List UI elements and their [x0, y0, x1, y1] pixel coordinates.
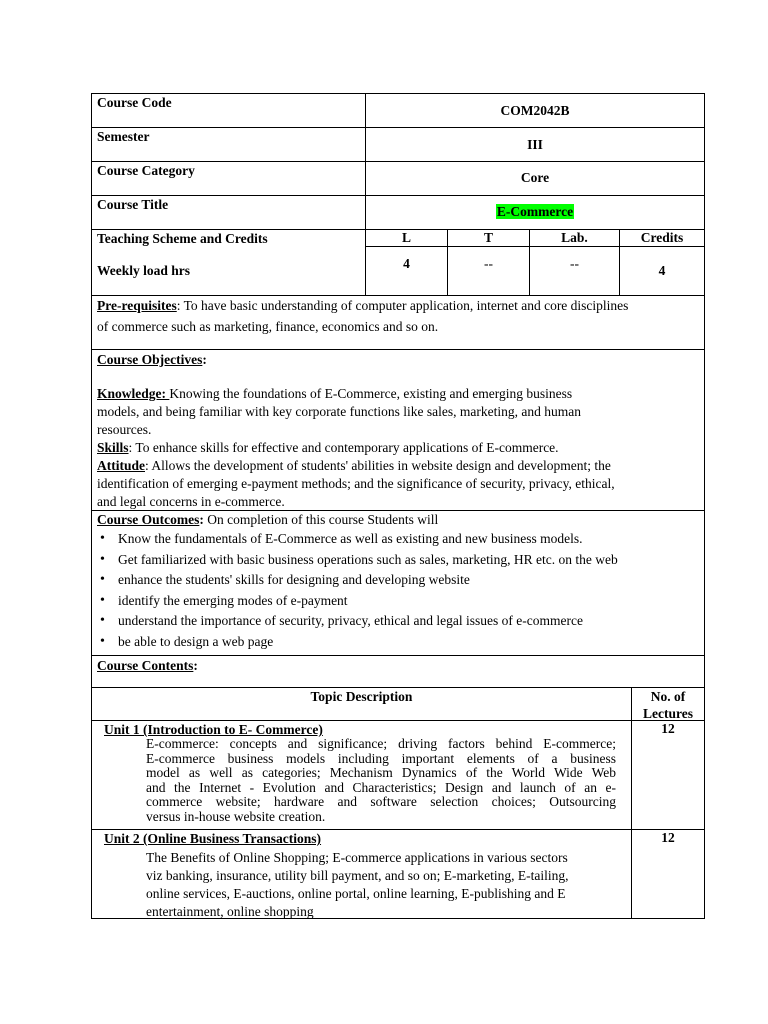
header-l: L	[401, 230, 411, 245]
header-t: T	[483, 230, 493, 245]
unit-1-line: model as well as categories; Mechanism Dynamics of the World Wide Web	[146, 765, 616, 781]
attitude-text-3: and legal concerns in e-commerce.	[97, 494, 285, 509]
semester-value: III	[527, 137, 543, 152]
unit-2-line: online services, E-auctions, online portal, online learning, E-publishing and E	[146, 886, 566, 901]
knowledge-label: Knowledge:	[97, 386, 170, 401]
unit-1-line: E-commerce: concepts and significance; driving factors behind E-commerce;	[146, 736, 616, 751]
unit-2-line: The Benefits of Online Shopping; E-commerce applications in various sectors	[146, 850, 568, 865]
unit-1-lectures: 12	[661, 721, 675, 736]
unit-2-line: entertainment, online shopping	[146, 904, 314, 919]
attitude-text-2: identification of emerging e-payment methods; and the significance of security, privacy, ethical,	[97, 476, 615, 491]
objectives-heading: Course Objectives:	[97, 352, 207, 367]
knowledge-text-1: Knowing the foundations of E-Commerce, existing and emerging business	[169, 386, 573, 401]
value-t: --	[484, 256, 493, 271]
prerequisites-line1	[97, 298, 628, 314]
weekly-load-label: Weekly load hrs	[97, 263, 191, 278]
skills-line	[97, 440, 559, 456]
objectives-heading-text: Course Objectives	[97, 352, 203, 367]
course-code-value: COM2042B	[500, 103, 570, 118]
unit-1-line: and the Internet - Evolution and Characteristics; Design and launch of an e-	[146, 779, 616, 795]
course-category-value: Core	[520, 170, 550, 185]
list-item: • be able to design a web page	[96, 632, 618, 653]
semester-label: Semester	[97, 129, 150, 144]
prerequisites-label-b: requisites	[121, 298, 177, 313]
contents-heading: Course Contents:	[97, 658, 198, 673]
value-credits: 4	[658, 263, 666, 278]
knowledge-text-2: models, and being familiar with key corporate functions like sales, marketing, and human	[97, 404, 581, 419]
course-title-label: Course Title	[97, 197, 169, 212]
prerequisites-label-a: Pre-	[97, 298, 122, 313]
unit-1-title: Unit 1 (Introduction to E- Commerce)	[104, 722, 323, 737]
unit-2-description	[146, 849, 616, 921]
list-item: • understand the importance of security, privacy, ethical and legal issues of e-commerce	[96, 611, 618, 632]
unit-2-lectures: 12	[661, 830, 675, 845]
list-item: • identify the emerging modes of e-payment	[96, 591, 618, 612]
unit-1-line: E-commerce business models including important elements of a business	[146, 750, 616, 766]
outcomes-heading: Course Outcomes: On completion of this course Students will	[97, 512, 439, 527]
unit-2-title: Unit 2 (Online Business Transactions)	[104, 831, 322, 846]
course-category-label: Course Category	[97, 163, 195, 178]
prerequisites-text-2: of commerce such as marketing, finance, economics and so on.	[97, 319, 439, 334]
attitude-text-1: : Allows the development of students' abilities in website design and development; the	[145, 458, 611, 473]
unit-1-line: versus in-house website creation.	[146, 808, 326, 824]
knowledge-line1	[97, 386, 572, 402]
list-item: • Know the fundamentals of E-Commerce as well as existing and new business models.	[96, 529, 618, 550]
skills-label: Skills	[97, 440, 129, 455]
col-lectures-header-1: No. of	[650, 689, 686, 704]
course-code-label: Course Code	[97, 95, 172, 110]
col-lectures-header-2: Lectures	[643, 706, 693, 721]
header-lab: Lab.	[561, 230, 588, 245]
value-lab: --	[570, 256, 579, 271]
unit-2-line: viz banking, insurance, utility bill payment, and so on; E-marketing, E-tailing,	[146, 868, 569, 883]
unit-1-line: commerce website; hardware and software selection choices; Outsourcing	[146, 794, 616, 810]
attitude-line1	[97, 458, 611, 474]
list-item: • Get familiarized with basic business operations such as sales, marketing, HR etc. on the web	[96, 550, 618, 571]
contents-heading-text: Course Contents	[97, 658, 194, 673]
outcomes-heading-text: Course Outcomes	[97, 512, 200, 527]
teaching-scheme-label: Teaching Scheme and Credits	[97, 231, 268, 246]
skills-text: : To enhance skills for effective and contemporary applications of E-commerce.	[128, 440, 559, 455]
header-credits: Credits	[640, 230, 684, 245]
list-item: • enhance the students' skills for designing and developing website	[96, 570, 618, 591]
course-title-value: E-Commerce	[496, 204, 574, 219]
course-title-value-cell	[366, 204, 704, 220]
attitude-label: Attitude	[97, 458, 145, 473]
outcomes-intro: On completion of this course Students will	[203, 512, 439, 527]
knowledge-text-3: resources.	[97, 422, 152, 437]
unit-1-description	[146, 737, 616, 825]
outcomes-list	[96, 529, 618, 653]
value-l: 4	[403, 256, 410, 271]
prerequisites-text-1: : To have basic understanding of computer application, internet and core disciplines	[176, 298, 629, 313]
col-topic-header: Topic Description	[310, 689, 413, 704]
